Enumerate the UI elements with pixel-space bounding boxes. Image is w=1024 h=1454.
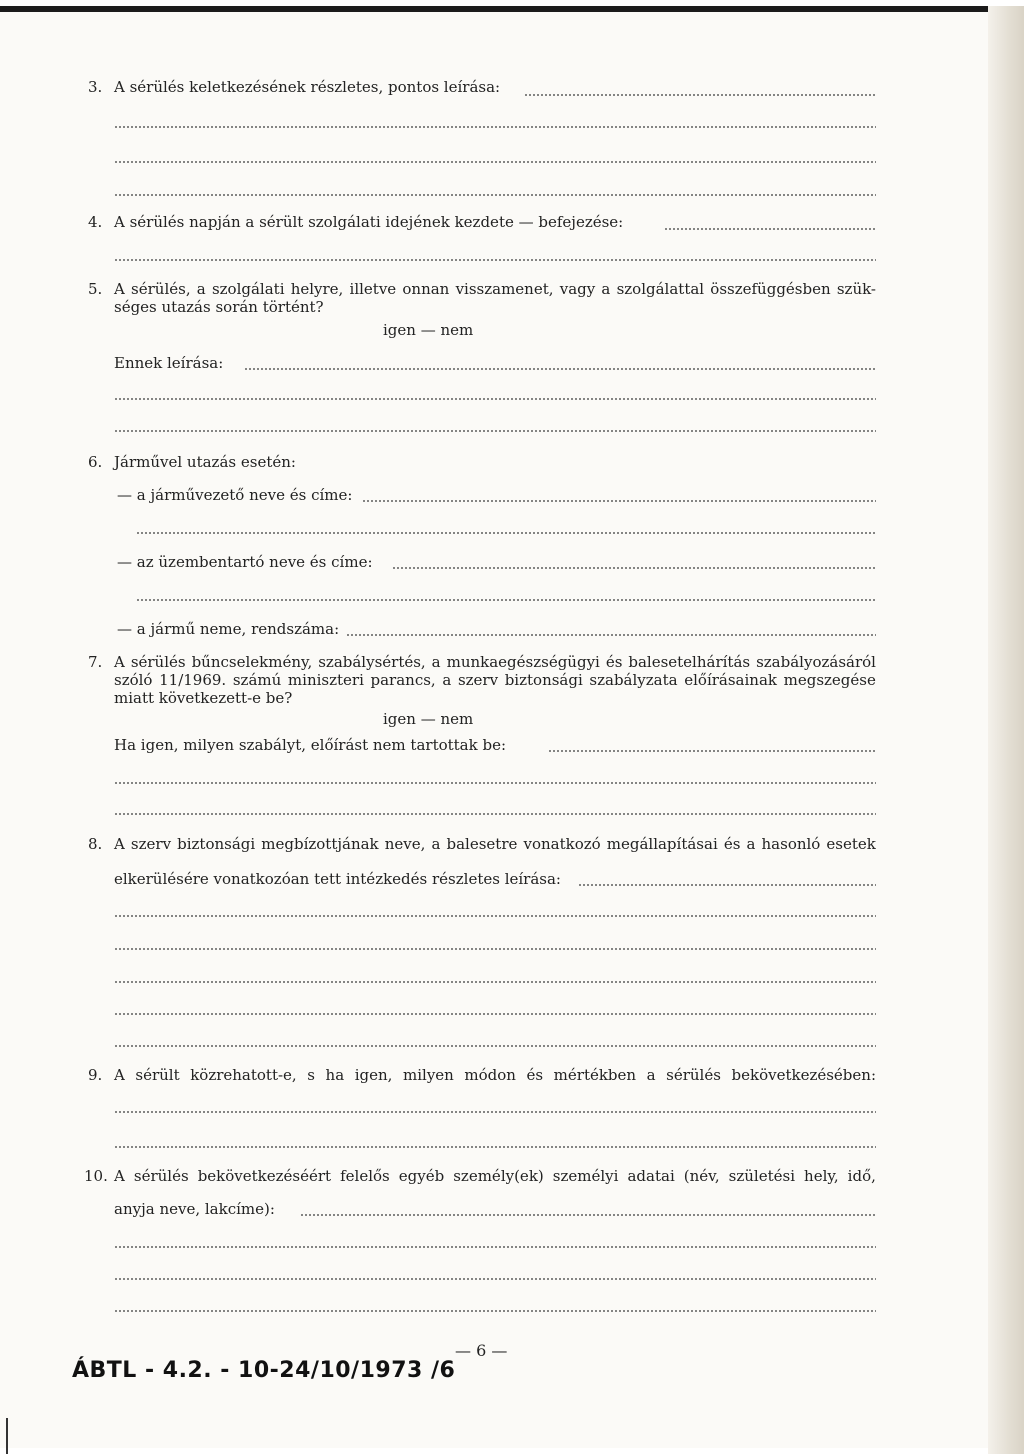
word: előírásainak — [684, 671, 777, 689]
q5-answer-line — [114, 430, 876, 432]
word: módon — [464, 1066, 516, 1084]
word: szolgálati — [211, 280, 285, 298]
q10-answer-line — [114, 1246, 876, 1248]
word: onnan — [402, 280, 450, 298]
q5-answer-line — [244, 368, 876, 370]
word: sérült — [135, 1066, 180, 1084]
word: s — [307, 1066, 315, 1084]
word: születési — [728, 1167, 796, 1185]
q5-label-line2: séges utazás során történt? — [114, 298, 324, 316]
scan-top-edge — [0, 6, 1024, 12]
word: igen, — [354, 1066, 393, 1084]
q9-answer-line — [114, 1111, 876, 1113]
q4-label: A sérülés napján a sérült szolgálati idejének kezdete — befejezése: — [114, 213, 624, 231]
q4-answer-line — [664, 228, 876, 230]
word: sérülés — [130, 653, 186, 671]
word: vagy — [559, 280, 596, 298]
word: biztonsági — [177, 835, 256, 853]
word: szük- — [836, 280, 876, 298]
word: neve, — [384, 835, 426, 853]
word: személy(ek) — [453, 1167, 544, 1185]
word: szabályozásáról — [756, 653, 876, 671]
word: közrehatott-e, — [190, 1066, 297, 1084]
archive-stamp: ÁBTL - 4.2. - 10-24/10/1973 /6 — [72, 1358, 456, 1383]
word: mértékben — [553, 1066, 637, 1084]
q8-answer-line — [114, 1045, 876, 1047]
word: visszamenet, — [455, 280, 554, 298]
q6-vehicle-label: — a jármű neme, rendszáma: — [117, 620, 340, 638]
word: adatai — [627, 1167, 675, 1185]
word: ha — [325, 1066, 345, 1084]
word: szóló — [114, 671, 153, 689]
q6-operator-answer-line — [392, 567, 876, 569]
q10-answer-line — [114, 1310, 876, 1312]
q10-answer-line — [300, 1214, 876, 1216]
q6-label: Járművel utazás esetén: — [114, 453, 296, 471]
q9-answer-line — [114, 1146, 876, 1148]
word: esetek — [826, 835, 876, 853]
form-page — [0, 6, 1024, 1448]
q6-vehicle-answer-line — [346, 634, 876, 636]
q8-label-line2: elkerülésére vonatkozóan tett intézkedés részletes leírása: — [114, 870, 561, 888]
word: a — [431, 653, 441, 671]
word: balesetre — [446, 835, 518, 853]
word: szabálysértés, — [318, 653, 426, 671]
q10-label-line1 — [114, 1167, 876, 1185]
word: személyi — [552, 1167, 619, 1185]
q3-label: A sérülés keletkezésének részletes, pontos leírása: — [114, 78, 501, 96]
q3-answer-line — [524, 94, 876, 96]
q4-answer-line — [114, 259, 876, 261]
page-number: — 6 — — [455, 1341, 508, 1360]
q10-answer-line — [114, 1278, 876, 1280]
word: A — [114, 835, 125, 853]
word: és — [526, 1066, 544, 1084]
q6-driver-label: — a járművezető neve és címe: — [117, 486, 353, 504]
page-fold-shadow — [988, 6, 1024, 1454]
q7-label-line1 — [114, 653, 876, 671]
word: és — [605, 653, 623, 671]
q7-label-line3: miatt következett-e be? — [114, 689, 293, 707]
q3-answer-line — [114, 126, 876, 128]
word: szolgálattal — [616, 280, 705, 298]
word: 11/1969. — [159, 671, 227, 689]
q7-followup-label: Ha igen, milyen szabályt, előírást nem tartottak be: — [114, 736, 507, 754]
q10-number: 10. — [84, 1167, 108, 1185]
q9-label — [114, 1066, 876, 1084]
q5-number: 5. — [88, 280, 103, 298]
q8-label-line1 — [114, 835, 876, 853]
q8-answer-line — [114, 981, 876, 983]
word: munkaegészségügyi — [446, 653, 600, 671]
word: egyéb — [398, 1167, 445, 1185]
q5-description-label: Ennek leírása: — [114, 354, 224, 372]
word: balesetelhárítás — [628, 653, 751, 671]
word: parancs, — [370, 671, 436, 689]
word: sérülés, — [131, 280, 191, 298]
word: a — [442, 671, 452, 689]
q10-label-line2: anyja neve, lakcíme): — [114, 1200, 275, 1218]
q6-driver-answer-line — [362, 500, 876, 502]
q8-answer-line — [114, 1013, 876, 1015]
word: a — [431, 835, 441, 853]
word: hasonló — [761, 835, 821, 853]
q8-answer-line — [114, 948, 876, 950]
q8-answer-line — [578, 884, 876, 886]
word: megállapításai — [606, 835, 718, 853]
word: bekövetkezésében: — [731, 1066, 876, 1084]
q9-number: 9. — [88, 1066, 103, 1084]
word: és — [723, 835, 741, 853]
word: bűncselekmény, — [191, 653, 313, 671]
q7-choice: igen — nem — [383, 710, 474, 728]
q7-answer-line — [114, 782, 876, 784]
word: a — [746, 835, 756, 853]
word: idő, — [847, 1167, 876, 1185]
word: miniszteri — [287, 671, 364, 689]
word: felelős — [340, 1167, 390, 1185]
word: vonatkozó — [523, 835, 601, 853]
scan-mark — [6, 1418, 8, 1454]
word: megszegése — [783, 671, 876, 689]
q5-label-line1 — [114, 280, 876, 298]
word: hely, — [804, 1167, 839, 1185]
word: sérülés — [666, 1066, 721, 1084]
word: A — [114, 653, 125, 671]
word: biztonsági — [504, 671, 583, 689]
q7-label-line2 — [114, 671, 876, 689]
word: a — [646, 1066, 656, 1084]
q5-answer-line — [114, 398, 876, 400]
word: helyre, — [290, 280, 344, 298]
word: szerv — [130, 835, 172, 853]
q6-driver-answer-line — [136, 532, 876, 534]
q3-answer-line — [114, 161, 876, 163]
q6-operator-answer-line — [136, 599, 876, 601]
q8-answer-line — [114, 915, 876, 917]
word: a — [601, 280, 611, 298]
word: sérülés — [133, 1167, 189, 1185]
q6-number: 6. — [88, 453, 103, 471]
word: bekövetkezéséért — [197, 1167, 332, 1185]
q8-number: 8. — [88, 835, 103, 853]
word: milyen — [403, 1066, 454, 1084]
word: szabályzata — [589, 671, 678, 689]
q7-answer-line — [114, 813, 876, 815]
word: megbízottjának — [261, 835, 379, 853]
q3-number: 3. — [88, 78, 103, 96]
word: a — [196, 280, 206, 298]
word: illetve — [349, 280, 397, 298]
q6-operator-label: — az üzembentartó neve és címe: — [117, 553, 373, 571]
q3-answer-line — [114, 194, 876, 196]
q4-number: 4. — [88, 213, 103, 231]
word: (név, — [683, 1167, 720, 1185]
q5-choice: igen — nem — [383, 321, 474, 339]
word: szerv — [457, 671, 499, 689]
word: számú — [232, 671, 282, 689]
word: A — [114, 280, 125, 298]
q7-number: 7. — [88, 653, 103, 671]
word: összefüggésben — [710, 280, 831, 298]
word: A — [114, 1066, 125, 1084]
word: A — [114, 1167, 125, 1185]
q7-answer-line — [548, 750, 876, 752]
